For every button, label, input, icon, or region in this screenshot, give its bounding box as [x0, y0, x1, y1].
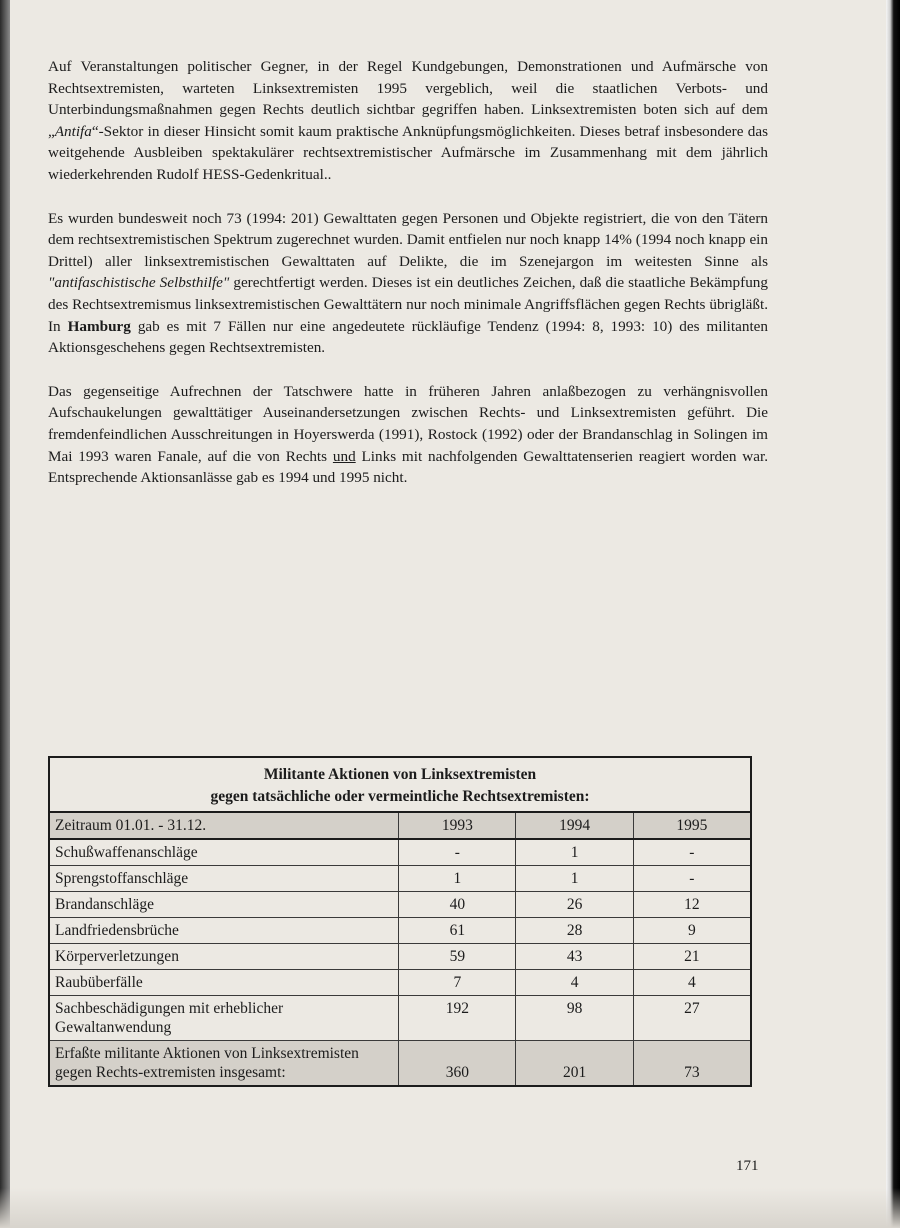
table-row — [49, 944, 751, 970]
paragraph-2-quote: "antifaschistische Selbsthilfe" — [48, 274, 230, 292]
cell-1994: 28 — [516, 918, 633, 944]
cell-1995: 12 — [633, 892, 751, 918]
row-label: Sachbeschädigungen mit erheblicher Gewaltanwendung — [49, 996, 399, 1041]
total-1993: 360 — [399, 1041, 516, 1087]
table-row — [49, 918, 751, 944]
table-title — [49, 757, 751, 812]
page-number: 171 — [736, 1158, 759, 1174]
paragraph-1-antifa: Antifa — [54, 122, 92, 140]
cell-1995: 9 — [633, 918, 751, 944]
paragraph-1-text-a: Auf Veranstaltungen politischer Gegner, in der Regel Kundgebungen, Demonstrationen und Aufmärsche von Rechtsextremisten, warteten Linksextremisten 1995 vergeblich, weil die staatlichen Verbots- und Unterbindungsmaßnahmen gegen Rechts deutlich sichtbar gegriffen haben. Linksextremisten boten sich auf dem „ — [48, 58, 768, 140]
table-row — [49, 892, 751, 918]
paragraph-3 — [48, 381, 768, 489]
scan-edge-left — [0, 0, 10, 1228]
row-label: Landfriedensbrüche — [49, 918, 399, 944]
table-title-row — [49, 757, 751, 812]
total-1995: 73 — [633, 1041, 751, 1087]
table-row — [49, 866, 751, 892]
table-header-row — [49, 812, 751, 839]
table-row — [49, 996, 751, 1041]
paragraph-3-und: und — [332, 447, 356, 465]
cell-1993: 1 — [399, 866, 516, 892]
cell-1993: - — [399, 839, 516, 866]
row-label: Raubüberfälle — [49, 970, 399, 996]
cell-1994: 1 — [516, 839, 633, 866]
row-label: Körperverletzungen — [49, 944, 399, 970]
row-label: Schußwaffenanschläge — [49, 839, 399, 866]
header-period: Zeitraum 01.01. - 31.12. — [49, 812, 399, 839]
cell-1994: 26 — [516, 892, 633, 918]
page-body — [48, 56, 768, 511]
scan-edge-right — [886, 0, 900, 1228]
table-total-row — [49, 1041, 751, 1087]
paragraph-2-hamburg: Hamburg — [67, 317, 131, 335]
total-label: Erfaßte militante Aktionen von Linksextremisten gegen Rechts-extremisten insgesamt: — [49, 1041, 399, 1087]
paragraph-3-text-a: Das gegenseitige Aufrechnen der Tatschwere hatte in früheren Jahren anlaßbezogen zu verhängnisvollen Aufschaukelungen gewalttätiger Auseinandersetzungen zwischen Rechts- und Linksextremisten geführt. Die fremdenfeindlichen Ausschreitungen in Hoyerswerda (1991), Rostock (1992) oder der Brandanschlag in Solingen im Mai 1993 waren Fanale, auf die von Rechts — [48, 382, 768, 465]
cell-1994: 1 — [516, 866, 633, 892]
table-row — [49, 970, 751, 996]
paragraph-1 — [48, 56, 768, 186]
cell-1993: 40 — [399, 892, 516, 918]
paragraph-1-text-b: “-Sektor in dieser Hinsicht somit kaum praktische Anknüpfungsmöglichkeiten. Dieses betraf insbesondere das weitgehende Ausbleiben spektakulärer rechtsextremistischer Aufmärsche im Zusammenhang mit dem jährlich wiederkehrenden Rudolf HESS-Gedenkritual.. — [48, 122, 768, 183]
militant-actions-table — [48, 756, 752, 1087]
paragraph-2-text-c: gab es mit 7 Fällen nur eine angedeutete rückläufige Tendenz (1994: 8, 1993: 10) des militanten Aktionsgeschehens gegen Rechtsextremisten. — [48, 317, 768, 357]
table-title-line-1: Militante Aktionen von Linksextremisten — [263, 766, 537, 783]
header-1993: 1993 — [399, 812, 516, 839]
paragraph-2-text-a: Es wurden bundesweit noch 73 (1994: 201) Gewalttaten gegen Personen und Objekte registriert, die von den Tätern dem rechtsextremistischen Spektrum zugerechnet wurden. Damit entfielen nur noch knapp 14% (1994 noch knapp ein Drittel) aller linksextremistischen Gewalttaten auf Delikte, die im Szenejargon im weitesten Sinne als — [48, 209, 768, 270]
total-1994: 201 — [516, 1041, 633, 1087]
cell-1993: 7 — [399, 970, 516, 996]
paragraph-2 — [48, 208, 768, 359]
paragraph-2-text-b: gerechtfertigt werden. Dieses ist ein deutliches Zeichen, daß die staatliche Bekämpfung des Rechtsextremismus linksextremistischen Gewalttätern nur noch minimale Angriffsflächen gegen Rechts übrigläßt. In — [48, 274, 768, 335]
cell-1995: 27 — [633, 996, 751, 1041]
cell-1994: 98 — [516, 996, 633, 1041]
row-label: Brandanschläge — [49, 892, 399, 918]
header-1995: 1995 — [633, 812, 751, 839]
row-label: Sprengstoffanschläge — [49, 866, 399, 892]
cell-1993: 61 — [399, 918, 516, 944]
scan-shadow-bottom — [0, 1188, 900, 1228]
cell-1995: 4 — [633, 970, 751, 996]
cell-1995: - — [633, 866, 751, 892]
cell-1995: - — [633, 839, 751, 866]
cell-1993: 59 — [399, 944, 516, 970]
cell-1994: 43 — [516, 944, 633, 970]
table-row — [49, 839, 751, 866]
paragraph-3-text-b: Links mit nachfolgenden Gewalttatenserien reagiert worden war. Entsprechende Aktionsanlässe gab es 1994 und 1995 nicht. — [48, 447, 768, 487]
cell-1995: 21 — [633, 944, 751, 970]
header-1994: 1994 — [516, 812, 633, 839]
table-title-line-2: gegen tatsächliche oder vermeintliche Rechtsextremisten: — [210, 788, 590, 805]
cell-1994: 4 — [516, 970, 633, 996]
cell-1993: 192 — [399, 996, 516, 1041]
